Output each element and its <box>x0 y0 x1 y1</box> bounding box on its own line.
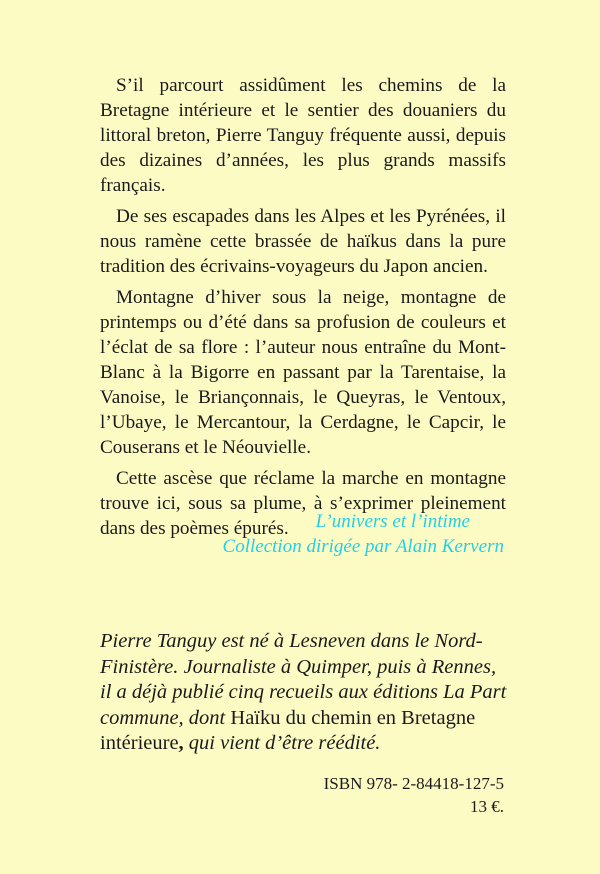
blurb-paragraph: Cette ascèse que réclame la marche en montagne trouve ici, sous sa plume, à s’exprimer pleinement dans des poèmes épurés. <box>100 468 506 539</box>
book-title: Haïku du chemin en Bretagne intérieure <box>100 706 476 754</box>
bio-text: Pierre Tanguy est né à Lesneven dans le Nord-Finistère. Journaliste à Quimper, puis à Rennes, il a déjà publié cinq recueils aux éditions La Part commune, dont <box>100 630 507 729</box>
bio-comma: , <box>178 732 184 754</box>
isbn-block <box>324 772 504 818</box>
blurb <box>100 73 506 547</box>
blurb-paragraph: S’il parcourt assidûment les chemins de la Bretagne intérieure et le sentier des douaniers du littoral breton, Pierre Tanguy fréquente aussi, depuis des dizaines d’années, les plus grands massifs français. <box>100 75 506 196</box>
author-bio <box>100 629 510 757</box>
price: 13 €. <box>470 797 504 816</box>
bio-text-end: qui vient d’être réédité. <box>183 732 381 754</box>
isbn: ISBN 978- 2-84418-127-5 <box>323 774 504 793</box>
collection-title: L’univers et l’intime <box>315 511 470 532</box>
blurb-paragraph: Montagne d’hiver sous la neige, montagne de printemps ou d’été dans sa profusion de couleurs et l’éclat de sa flore : l’auteur nous entraîne du Mont-Blanc à la Bigorre en passant par la Tarentaise, la Vanoise, le Briançonnais, le Queyras, le Ventoux, l’Ubaye, le Mercantour, la Cerdagne, le Capcir, le Couserans et le Néouvielle. <box>100 287 506 458</box>
blurb-paragraph: De ses escapades dans les Alpes et les Pyrénées, il nous ramène cette brassée de haïkus dans la pure tradition des écrivains-voyageurs du Japon ancien. <box>100 206 506 277</box>
collection-director: Collection dirigée par Alain Kervern <box>222 536 504 557</box>
collection-info <box>84 509 504 559</box>
